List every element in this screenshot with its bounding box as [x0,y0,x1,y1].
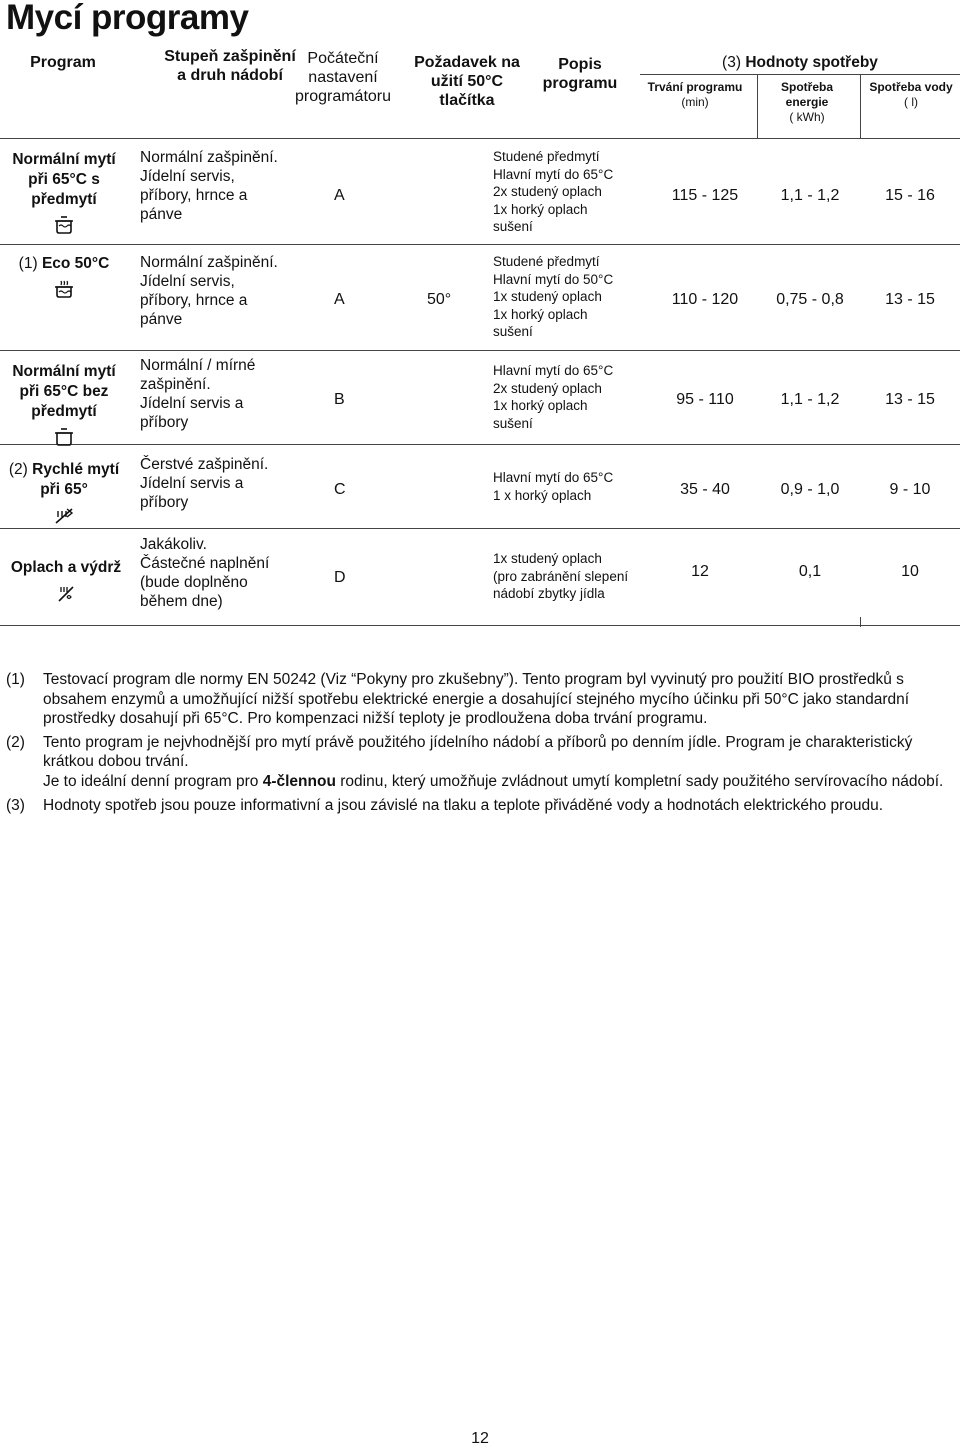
soiling-line: Jídelní servis a [140,475,244,492]
header-energy-label: Spotřeba energie [780,80,833,109]
description-cell [493,148,653,236]
footnote-label: (2) [6,733,25,751]
header-consumption-prefix: (3) [722,54,741,71]
energy-value: 1,1 - 1,2 [780,187,840,204]
footnote-text: Tento program je nejvhodnější pro mytí právě použitého jídelního nádobí a příborů po denním jídle. Program je charakteristický krátkou dobou trvání. [43,733,913,771]
initial-setting-value: C [334,481,346,498]
header-water-label: Spotřeba vody [869,80,953,94]
energy-value: 0,9 - 1,0 [780,481,840,498]
description-line: 1 x horký oplach [493,487,592,503]
table-row [6,254,122,299]
soiling-line: Jakákoliv. [140,536,207,553]
soiling-cell [140,253,310,329]
duration-value: 115 - 125 [671,187,739,204]
description-line: 1x studený oplach [493,551,602,566]
water-value: 10 [901,563,919,580]
description-line: Hlavní mytí do 65°C [493,363,614,378]
footnote [6,670,946,729]
soiling-line: příbory [140,494,189,511]
description-line: 1x horký oplach [493,398,588,414]
description-line: Hlavní mytí do 50°C [493,271,614,287]
program-name-line: předmytí [31,191,97,208]
footnote-text: Testovací program dle normy EN 50242 (Viz “Pokyny pro zkušebny”). Tento program byl vyvinutý pro použití BIO prostředků s obsahem enzymů a umožňující nižší spotřebu elektrické energie a dosahující stejného mycího účinku při 50°C jako standardní prostředky dosahují při 65°C. Pro kompenzaci nižší teploty je prodloužena doba trvání programu. [43,671,910,728]
water-value: 15 - 16 [885,187,935,204]
header-soiling: Stupeň zašpinění a druh nádobí [164,48,296,84]
initial-setting-value: D [334,569,346,586]
program-name-line: při 65° [40,481,88,498]
header-initial-setting: Počáteční nastavení programátoru [294,50,392,105]
table-row-divider [0,244,960,245]
soiling-line: pánve [140,206,183,223]
initial-setting-value: B [334,391,345,408]
pot-with-prewash-icon [53,215,75,235]
header-button-50: Požadavek na užití 50°C tlačítka [414,54,520,109]
program-note-ref: (2) [8,461,28,478]
program-name-line: při 65°C bez [19,383,109,400]
description-cell [493,253,653,341]
header-water [862,80,960,110]
program-name-line: Eco 50°C [41,255,110,272]
description-line: (pro zabránění slepení [493,568,629,584]
soiling-cell [140,148,310,224]
soiling-cell [140,535,310,611]
description-cell [493,469,653,504]
soiling-cell [140,455,310,512]
water-value: 13 - 15 [885,291,935,308]
header-duration-unit: (min) [681,95,709,109]
pot-icon [53,427,75,447]
table-row [6,362,122,447]
soiling-line: Jídelní servis, [140,273,235,290]
description-line: Hlavní mytí do 65°C [493,470,614,485]
description-line: nádobí zbytky jídla [493,586,605,602]
eco-pot-icon [53,279,75,299]
duration-value: 95 - 110 [676,391,734,408]
program-name-line: předmytí [31,403,97,420]
description-line: Studené předmytí [493,254,600,269]
energy-value: 0,1 [798,563,822,580]
initial-setting-value: A [334,291,345,308]
initial-setting-value: A [334,187,345,204]
footnote-label: (1) [6,671,25,688]
description-line: 2x studený oplach [493,380,602,396]
description-cell [493,362,653,432]
soiling-line: Normální zašpinění. [140,254,278,271]
duration-value: 110 - 120 [671,291,739,308]
description-line: sušení [493,324,533,340]
header-duration-label: Trvání programu [647,80,743,94]
table-row-divider [0,444,960,445]
button-50-value: 50° [427,291,452,308]
rinse-hold-icon [55,583,77,603]
description-line: Studené předmytí [493,149,600,164]
header-consumption-rule [640,74,960,75]
soiling-line: Čerstvé zašpinění. [140,456,269,473]
footnotes [6,670,946,819]
duration-value: 35 - 40 [680,481,730,498]
soiling-line: (bude doplněno [140,574,248,591]
soiling-line: zašpinění. [140,376,211,393]
table-row-divider [0,350,960,351]
soiling-line: pánve [140,311,183,328]
table-row [2,558,130,603]
program-name-line: Rychlé mytí [32,461,120,478]
header-description: Popis programu [542,56,618,92]
header-energy [765,80,849,125]
table-bottom-tick [860,617,861,627]
description-cell [493,550,653,603]
soiling-line: Jídelní servis, [140,168,235,185]
description-line: 1x horký oplach [493,306,588,322]
water-value: 13 - 15 [885,391,935,408]
table-bottom-rule [0,625,960,626]
soiling-line: příbory [140,414,189,431]
header-water-unit: ( l) [904,95,918,109]
header-energy-unit: ( kWh) [789,110,825,124]
program-name-line: Oplach a výdrž [10,559,122,576]
soiling-cell [140,356,310,432]
soiling-line: během dne) [140,593,223,610]
water-value: 9 - 10 [889,481,931,498]
soiling-line: Normální / mírné [140,357,256,374]
description-line: 1x horký oplach [493,201,588,217]
header-consumption-label: Hodnoty spotřeby [745,54,878,71]
header-divider [860,74,861,138]
footnote-bold-text: 4-člennou [262,772,336,790]
quick-wash-icon [53,505,75,525]
footnote [6,733,946,792]
program-name-line: při 65°C s [28,171,100,188]
program-name-line: Normální mytí [12,151,116,168]
header-duration [640,80,750,110]
header-divider [757,74,758,138]
soiling-line: Normální zašpinění. [140,149,278,166]
header-program: Program [30,54,96,71]
footnote-label: (3) [6,796,25,814]
soiling-line: příbory, hrnce a [140,187,248,204]
description-line: 1x studený oplach [493,289,602,305]
soiling-line: Jídelní servis a [140,395,244,412]
soiling-line: Částečné naplnění [140,555,270,572]
footnote [6,796,946,816]
description-line: sušení [493,415,533,431]
header-consumption [650,53,950,72]
program-note-ref: (1) [18,255,38,272]
table-row-divider [0,528,960,529]
program-name-line: Normální mytí [12,363,116,380]
table-row [6,150,122,235]
page-title: Mycí programy [6,0,249,37]
table-header-rule [0,138,960,139]
page-number: 12 [471,1430,489,1447]
energy-value: 0,75 - 0,8 [776,291,844,308]
soiling-line: příbory, hrnce a [140,292,248,309]
description-line: 2x studený oplach [493,184,602,200]
energy-value: 1,1 - 1,2 [780,391,840,408]
footnote-text: rodinu, který umožňuje zvládnout umytí kompletní sady použitého servírovacího nádobí. [335,772,944,790]
duration-value: 12 [691,563,709,580]
footnote-text: Hodnoty spotřeb jsou pouze informativní a jsou závislé na tlaku a teplote přiváděné vody a hodnotách elektrického proudu. [43,796,884,814]
footnote-text: Je to ideální denní program pro [43,772,263,790]
description-line: Hlavní mytí do 65°C [493,166,614,182]
table-row [6,460,122,525]
description-line: sušení [493,219,533,235]
